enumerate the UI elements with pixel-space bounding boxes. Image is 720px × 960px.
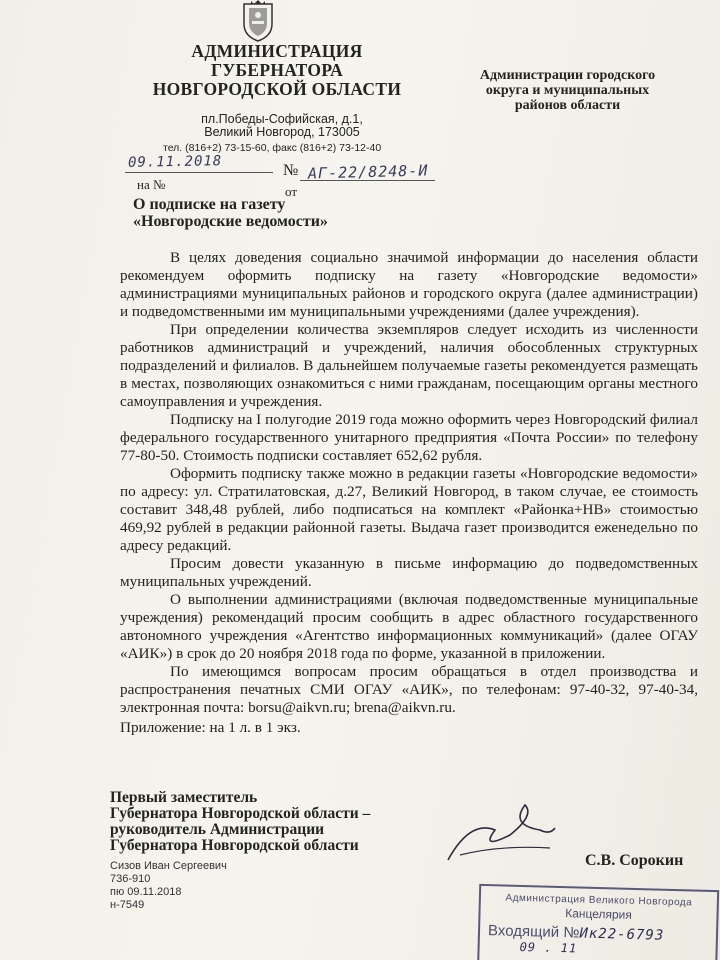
org-line-3: НОВГОРОДСКОЙ ОБЛАСТИ <box>152 79 402 99</box>
recipient-block <box>455 68 680 113</box>
subject-line-2: «Новгородские ведомости» <box>133 213 328 230</box>
paragraph-4: Оформить подписку также можно в редакции газеты «Новгородские ведомости» по адресу: ул. Стратилатовская, д.27, Великий Новгород, в таком случае, ее стоимость составит 348,48 рублей, либо подписаться на комплект «Районка+НВ» стоимостью 469,92 рублей в редакции районной газеты. Выдача газет производится еженедельно по адресу редакций. <box>120 465 698 554</box>
signatory-line-3: руководитель Администрации <box>110 821 325 838</box>
address-line-2: Великий Новгород, 173005 <box>204 125 360 139</box>
executor-phone: 736-910 <box>110 873 151 885</box>
letter-body <box>120 249 698 737</box>
stamp-line-2: Канцелярия <box>565 906 633 922</box>
signatory-line-1: Первый заместитель <box>110 789 258 806</box>
coat-of-arms-icon <box>238 0 278 42</box>
stamp-incoming-label: Входящий № <box>487 922 580 942</box>
handwritten-signature <box>440 800 560 870</box>
registration-date: 09.11.2018 <box>127 153 223 171</box>
registration-number: АГ-22/8248-И <box>307 161 429 183</box>
address-line-1: пл.Победы-Софийская, д.1, <box>201 112 363 126</box>
number-underline <box>300 180 435 181</box>
recipient-line-3: районов области <box>514 98 621 113</box>
sender-address <box>192 113 372 139</box>
executor-name: Сизов Иван Сергеевич <box>110 860 227 872</box>
executor-date: пю 09.11.2018 <box>110 886 182 898</box>
attachment-note: Приложение: на 1 л. в 1 экз. <box>120 719 301 736</box>
paragraph-7: По имеющимся вопросам просим обращаться в отдел производства и распространения печатных СМИ ОГАУ «АИК», по телефонам: 97-40-32, 97-40-34, электронная почта: borsu@aikvn.ru; brena@aikvn.ru. <box>120 663 698 716</box>
executor-code: н-7549 <box>110 899 145 911</box>
signatory-line-4: Губернатора Новгородской области <box>110 837 359 854</box>
paragraph-5: Просим довести указанную в письме информацию до подведомственных муниципальных учреждений. <box>120 555 698 590</box>
org-line-1: АДМИНИСТРАЦИЯ <box>191 41 363 61</box>
paragraph-3: Подписку на I полугодие 2019 года можно оформить через Новгородский филиал федерального государственного унитарного предприятия «Почта России» по телефону 77-80-50. Стоимость подписки составляет 652,62 рубля. <box>120 411 698 464</box>
sender-phones: тел. (816+2) 73-15-60, факс (816+2) 73-12-40 <box>163 142 382 154</box>
reference-date-label: от <box>285 184 298 199</box>
subject-line-1: О подписке на газету <box>133 196 286 213</box>
executor-info <box>110 860 227 912</box>
incoming-stamp <box>477 884 719 960</box>
number-sign: № <box>283 162 299 179</box>
recipient-line-1: Администрации городского <box>479 68 656 83</box>
sender-organization <box>152 42 402 99</box>
signer-name: С.В. Сорокин <box>585 852 684 869</box>
paragraph-6: О выполнении администрациями (включая подведомственные муниципальные учреждения) рекомендаций просим сообщить в адрес областного государственного автономного учреждения «Агентство информационных коммуникаций» (далее ОГАУ «АИК») в срок до 20 ноября 2018 года по форме, указанной в приложении. <box>120 591 698 662</box>
org-line-2: ГУБЕРНАТОРА <box>210 60 344 80</box>
date-underline <box>125 172 273 173</box>
paragraph-1: В целях доведения социально значимой информации до населения области рекомендуем оформить подписку на газету «Новгородские ведомости» администрациями муниципальных районов и городского округа (далее администрации) и подведомственными им муниципальными учреждениями (далее учреждения). <box>120 249 698 320</box>
stamp-date: 09 . 11 <box>519 939 578 956</box>
letter-subject <box>133 196 328 230</box>
stamp-line-1: Администрация Великого Новгорода <box>505 892 693 909</box>
signatory-title <box>110 790 420 854</box>
stamp-incoming-number: Ик22-6793 <box>579 925 665 944</box>
paragraph-2: При определении количества экземпляров следует исходить из численности работников администраций и учреждений, наличия обособленных структурных подразделений и филиалов. В дальнейшем получаемые газеты рекомендуется размещать в местах, позволяющих ознакомиться с ними гражданам, посещающим органы местного самоуправления и учреждения. <box>120 321 698 410</box>
signatory-line-2: Губернатора Новгородской области – <box>110 805 371 822</box>
recipient-line-2: округа и муниципальных <box>485 83 650 98</box>
reference-number-label: на № <box>137 177 166 192</box>
